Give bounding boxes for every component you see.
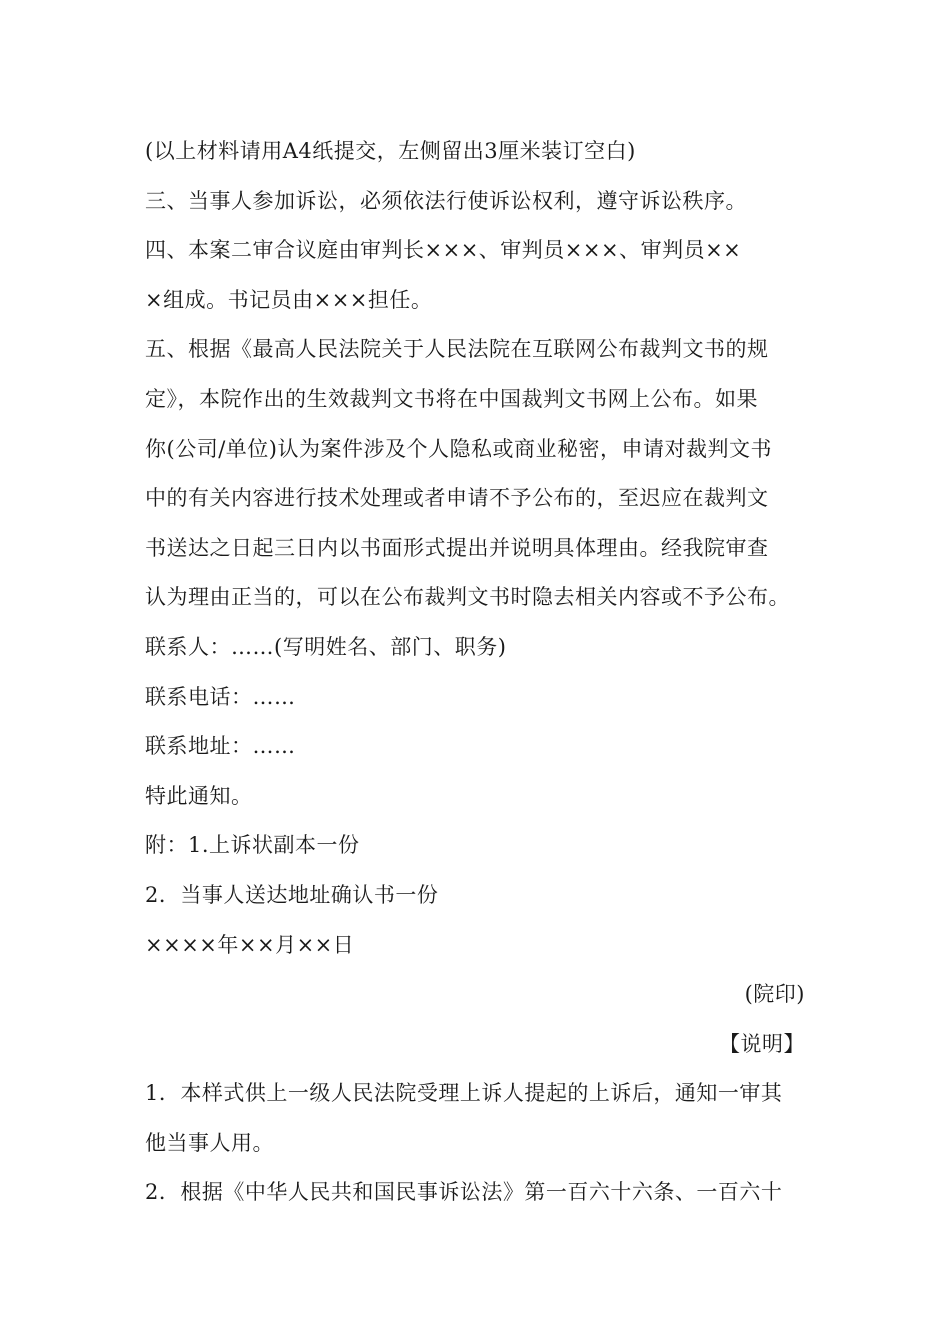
contact-phone-line: 联系电话：…… — [145, 684, 296, 709]
document-body — [145, 127, 805, 1218]
date-line: ××××年××月××日 — [145, 932, 355, 957]
item-three-line: 三、当事人参加诉讼，必须依法行使诉讼权利，遵守诉讼秩序。 — [145, 188, 747, 213]
explanation-item-1-line-1: 1．本样式供上一级人民法院受理上诉人提起的上诉后，通知一审其 — [145, 1081, 783, 1106]
explanation-item-2-line-1: 2．根据《中华人民共和国民事诉讼法》第一百六十六条、一百六十 — [145, 1180, 783, 1205]
item-five-line-5: 书送达之日起三日内以书面形式提出并说明具体理由。经我院审查 — [145, 535, 769, 560]
attachment-line-1: 附：1.上诉状副本一份 — [145, 833, 360, 858]
item-five-line-2: 定》，本院作出的生效裁判文书将在中国裁判文书网上公布。如果 — [145, 386, 758, 411]
court-seal-line: (院印) — [744, 982, 805, 1007]
item-four-line-1: 四、本案二审合议庭由审判长×××、审判员×××、审判员×× — [145, 238, 742, 263]
material-note-line: (以上材料请用A4纸提交，左侧留出3厘米装订空白) — [145, 139, 636, 163]
contact-address-line: 联系地址：…… — [145, 734, 296, 759]
item-five-line-3: 你(公司/单位)认为案件涉及个人隐私或商业秘密，申请对裁判文书 — [145, 436, 772, 461]
item-four-line-2: ×组成。书记员由×××担任。 — [145, 287, 433, 312]
item-five-line-1: 五、根据《最高人民法院关于人民法院在互联网公布裁判文书的规 — [145, 337, 769, 362]
explanation-item-1-line-2: 他当事人用。 — [145, 1130, 274, 1155]
closing-line: 特此通知。 — [145, 783, 253, 808]
contact-person-line: 联系人：……(写明姓名、部门、职务) — [145, 634, 507, 659]
attachment-line-2: 2．当事人送达地址确认书一份 — [145, 882, 439, 907]
item-five-line-4: 中的有关内容进行技术处理或者申请不予公布的，至迟应在裁判文 — [145, 486, 769, 511]
item-five-line-6: 认为理由正当的，可以在公布裁判文书时隐去相关内容或不予公布。 — [145, 585, 790, 610]
explanation-heading: 【说明】 — [719, 1031, 805, 1056]
